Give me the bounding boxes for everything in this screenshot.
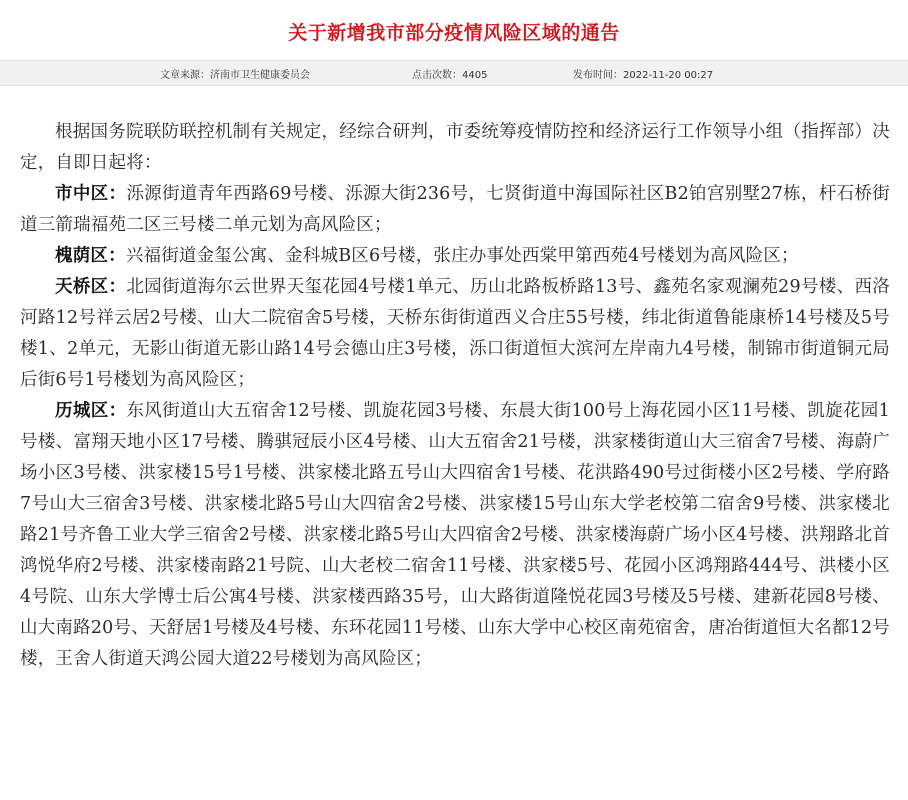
district-name: 天桥区： [55, 277, 127, 297]
article-meta-bar [0, 60, 908, 86]
district-paragraph-huaiyin [20, 241, 890, 272]
district-paragraph-licheng [20, 396, 890, 675]
article-click-count: 点击次数：4405 [412, 70, 488, 81]
district-paragraph-tianqiao [20, 272, 890, 396]
district-text: 东风街道山大五宿舍12号楼、凯旋花园3号楼、东晨大街100号上海花园小区11号楼、凯旋花园1号楼、富翔天地小区17号楼、腾骐冠辰小区4号楼、山大五宿舍21号楼，洪家楼街道山大三宿舍7号楼、海蔚广场小区3号楼、洪家楼15号1号楼、洪家楼北路五号山大四宿舍1号楼、花洪路490号过街楼小区2号楼、学府路7号山大三宿舍3号楼、洪家楼北路5号山大四宿舍2号楼、洪家楼15号山东大学老校第二宿舍9号楼、洪家楼北路21号齐鲁工业大学三宿舍2号楼、洪家楼北路5号山大四宿舍2号楼、洪家楼海蔚广场小区4号楼、洪翔路北首鸿悦华府2号楼、洪家楼南路21号院、山大老校二宿舍11号楼、洪家楼5号、花园小区鸿翔路444号、洪楼小区4号院、山东大学博士后公寓4号楼、洪家楼西路35号，山大路街道隆悦花园3号楼及5号楼、建新花园8号楼、山大南路20号、天舒居1号楼及4号楼、东环花园11号楼、山东大学中心校区南苑宿舍，唐冶街道恒大名都12号楼，王舍人街道天鸿公园大道22号楼划为高风险区； [20, 401, 891, 669]
article-publish-time: 发布时间：2022-11-20 00:27 [573, 70, 714, 81]
district-text: 兴福街道金玺公寓、金科城B区6号楼，张庄办事处西棠甲第西苑4号楼划为高风险区； [125, 246, 799, 266]
district-name: 槐荫区： [55, 246, 126, 266]
district-name: 历城区： [55, 401, 127, 421]
district-text: 北园街道海尔云世界天玺花园4号楼1单元、历山北路板桥路13号、鑫苑名家观澜苑29号楼、西洛河路12号祥云居2号楼、山大二院宿舍5号楼，天桥东街街道西义合庄55号楼，纬北街道鲁能康桥14号楼及5号楼1、2单元，无影山街道无影山路14号会德山庄3号楼，泺口街道恒大滨河左岸南九4号楼，制锦市街道铜元局后街6号1号楼划为高风险区； [20, 277, 890, 390]
article-body [20, 117, 890, 675]
district-text: 泺源街道青年西路69号楼、泺源大街236号，七贤街道中海国际社区B2铂宫别墅27栋，杆石桥街道三箭瑞福苑二区三号楼二单元划为高风险区； [20, 184, 890, 235]
intro-paragraph: 根据国务院联防联控机制有关规定，经综合研判，市委统筹疫情防控和经济运行工作领导小组（指挥部）决定，自即日起将： [20, 122, 890, 173]
article-source: 文章来源：济南市卫生健康委员会 [160, 70, 310, 81]
article-title: 关于新增我市部分疫情风险区域的通告 [288, 22, 620, 44]
district-paragraph-shizhong [20, 179, 890, 241]
district-name: 市中区： [55, 184, 127, 204]
